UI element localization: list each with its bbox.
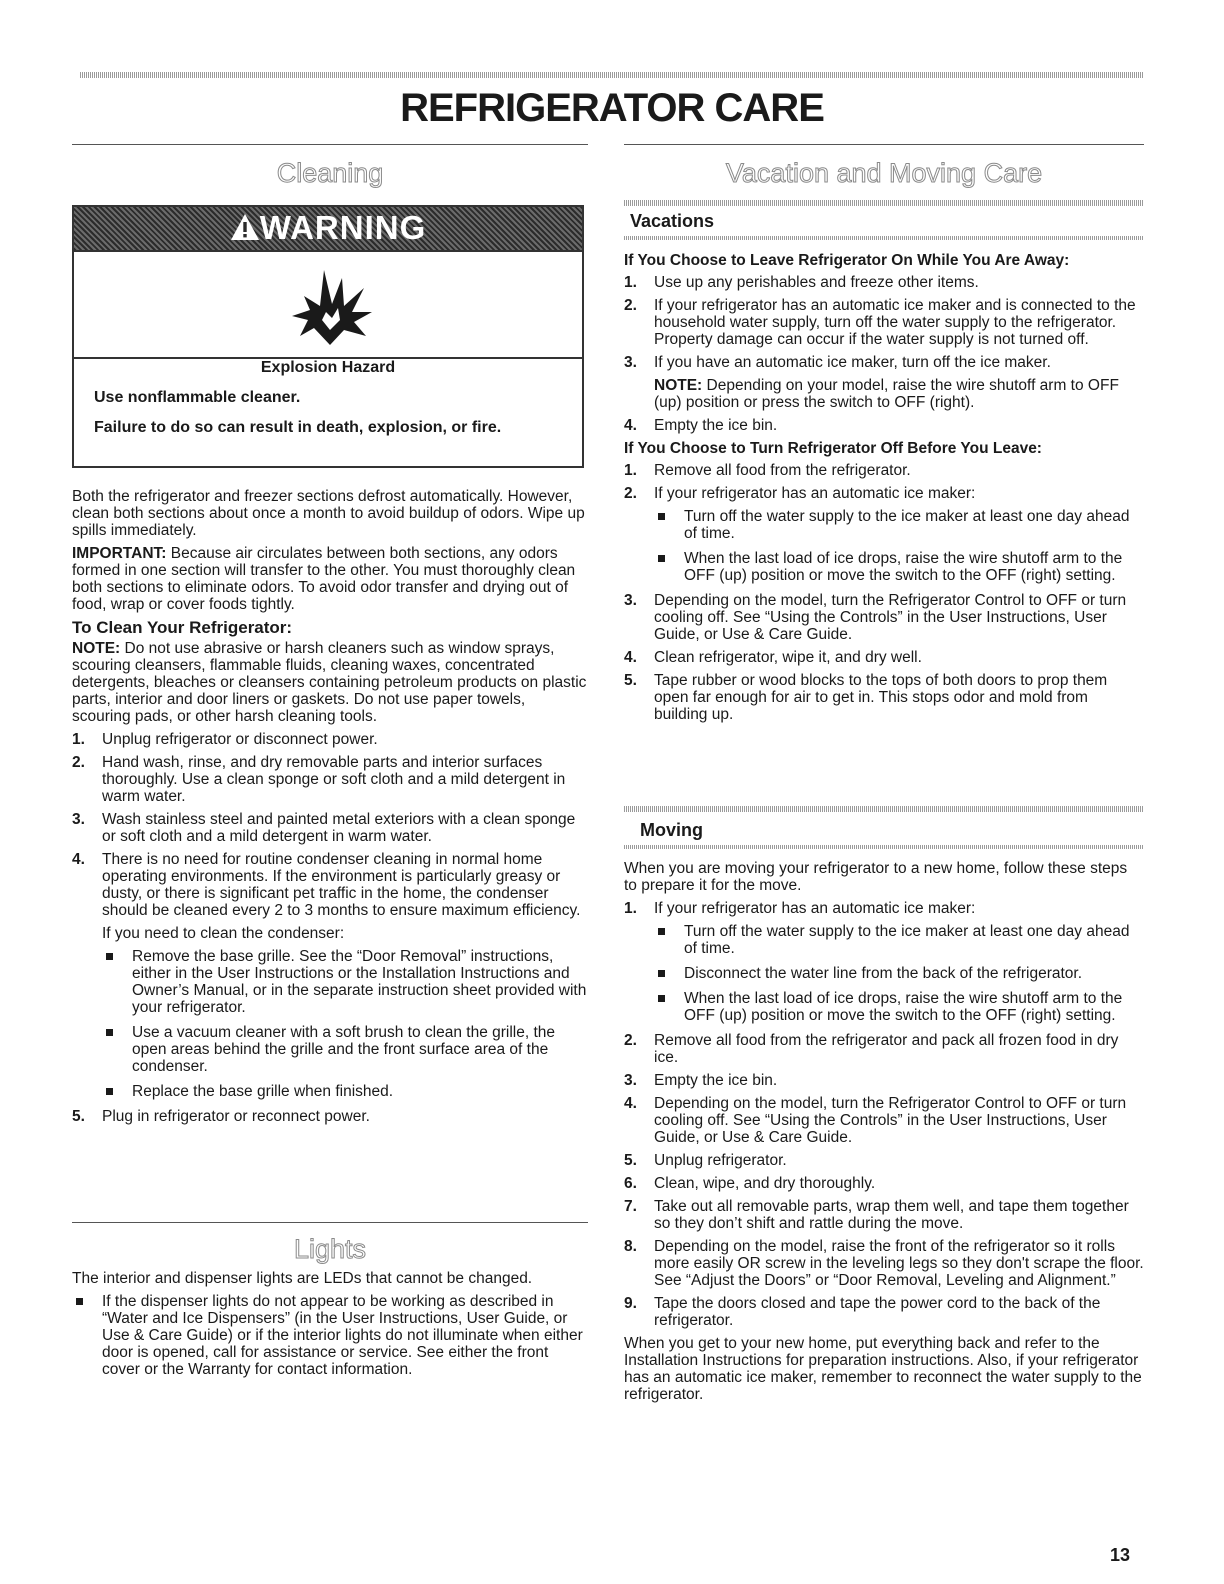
warning-line2: Failure to do so can result in death, explosion, or fire. bbox=[94, 419, 502, 436]
list-item: Use a vacuum cleaner with a soft brush to clean the grille, the open areas behind the grille and the front surface area of the condenser. bbox=[102, 1024, 588, 1075]
list-item: 4. Clean refrigerator, wipe it, and dry well. bbox=[624, 649, 922, 666]
list-item: 3. Depending on the model, turn the Refrigerator Control to OFF or turn cooling off. See “Using the Controls” in the User Instructions, User Guide, or Use & Care Guide. bbox=[624, 592, 1127, 643]
vacations-bottom-band bbox=[624, 236, 1144, 240]
moving-bottom-band bbox=[624, 845, 1144, 849]
moving-closing: When you get to your new home, put everything back and refer to the Installation Instructions for preparation instructions. Also, if your refrigerator has an automatic ice maker, remember to reconnect the water supply to the refrigerator. bbox=[624, 1335, 1142, 1403]
warning-banner bbox=[74, 207, 582, 252]
page-number: 13 bbox=[1110, 1545, 1131, 1565]
top-decorative-band bbox=[80, 72, 1144, 78]
vacations-top-band bbox=[624, 200, 1144, 206]
moving-top-band bbox=[624, 806, 1144, 812]
to-clean-heading: To Clean Your Refrigerator: bbox=[72, 618, 293, 637]
cleaning-intro: Both the refrigerator and freezer sections defrost automatically. However, clean both sections about once a month to avoid buildup of odors. Wipe up spills immediately. bbox=[72, 488, 585, 539]
moving-steps bbox=[624, 900, 1144, 1329]
warning-triangle-icon bbox=[230, 213, 260, 241]
list-item: 3. Empty the ice bin. bbox=[624, 1072, 778, 1089]
lights-body bbox=[72, 1270, 588, 1386]
warning-pictogram-area bbox=[74, 250, 582, 359]
cleaning-steps bbox=[72, 731, 588, 1125]
list-item: 1. Remove all food from the refrigerator. bbox=[624, 462, 911, 479]
list-item: Remove the base grille. See the “Door Removal” instructions, either in the User Instructions or the Installation Instructions and Owner’s Manual, or in the separate instruction sheet provided with your refrigerator. bbox=[102, 948, 588, 1016]
list-item: Turn off the water supply to the ice maker at least one day ahead of time. bbox=[654, 923, 1144, 957]
page-title: REFRIGERATOR CARE bbox=[400, 86, 824, 130]
right-divider bbox=[624, 144, 1144, 145]
list-item: 5. Tape rubber or wood blocks to the tops of both doors to prop them open far enough for air to get in. This stops odor and mold from building up. bbox=[624, 672, 1108, 723]
list-item: 7. Take out all removable parts, wrap them well, and tape them together so they don’t shift and rattle during the move. bbox=[624, 1198, 1129, 1232]
warning-box bbox=[72, 205, 584, 468]
list-item: Turn off the water supply to the ice maker at least one day ahead of time. bbox=[654, 508, 1144, 542]
list-item: 5. Unplug refrigerator. bbox=[624, 1152, 787, 1169]
condenser-intro: If you need to clean the condenser: bbox=[102, 925, 345, 942]
turn-off-steps bbox=[624, 462, 1144, 723]
list-item: 4. Depending on the model, turn the Refrigerator Control to OFF or turn cooling off. See “Using the Controls” in the User Instructions, User Guide, or Use & Care Guide. bbox=[624, 1095, 1127, 1146]
warning-hazard: Explosion Hazard bbox=[260, 359, 396, 376]
note-paragraph bbox=[72, 640, 588, 725]
lights-intro: The interior and dispenser lights are LEDs that cannot be changed. bbox=[72, 1270, 533, 1287]
vacations-heading: Vacations bbox=[630, 211, 715, 231]
leave-on-steps bbox=[624, 274, 1144, 434]
lights-divider bbox=[72, 1222, 588, 1223]
list-item: 4. Empty the ice bin. bbox=[624, 417, 778, 434]
leave-on-note: NOTE: Depending on your model, raise the wire shutoff arm to OFF (up) position or press the switch to OFF (right). bbox=[654, 377, 1119, 411]
warning-banner-text: WARNING bbox=[74, 209, 582, 247]
list-item: 8. Depending on the model, raise the front of the refrigerator so it rolls more easily OR screw in the leveling legs so they don't scrape the floor. See “Adjust the Doors” or “Door Removal, Leveling and Alignment.” bbox=[624, 1238, 1144, 1289]
list-item: If the dispenser lights do not appear to be working as described in “Water and Ice Dispensers” (in the User Instructions, User Guide, or Use & Care Guide) or if the interior lights do not illuminate when either door is opened, call for assistance or service. See either the front cover or the Warranty for contact information. bbox=[72, 1293, 588, 1378]
condenser-bullets bbox=[102, 948, 588, 1100]
cleaning-body bbox=[72, 488, 588, 1131]
list-item: Disconnect the water line from the back of the refrigerator. bbox=[654, 965, 1144, 982]
important-paragraph bbox=[72, 545, 588, 613]
list-item: 2. Hand wash, rinse, and dry removable parts and interior surfaces thoroughly. Use a clean sponge or soft cloth and a mild detergent in warm water. bbox=[72, 754, 566, 805]
important-text: Because air circulates between both sections, any odors formed in one section will transfer to the other. You must thoroughly clean both sections to eliminate odors. To avoid odor transfer and drying out of food, wrap or cover foods tightly. bbox=[72, 545, 576, 613]
list-item: 2. If your refrigerator has an automatic ice maker: Turn off the water supply to the ice maker at least one day ahead of time. When the last load of ice drops, raise the wire shutoff arm to the OFF (up) position or move the switch to the OFF (right) setting. bbox=[624, 485, 1144, 584]
list-item: 3. Wash stainless steel and painted metal exteriors with a clean sponge or soft cloth and a mild detergent in warm water. bbox=[72, 811, 576, 845]
list-item: 9. Tape the doors closed and tape the power cord to the back of the refrigerator. bbox=[624, 1295, 1101, 1329]
cleaning-heading: Cleaning bbox=[276, 158, 384, 188]
moving-body bbox=[624, 860, 1144, 1409]
list-item: 5. Plug in refrigerator or reconnect power. bbox=[72, 1108, 370, 1125]
important-label: IMPORTANT: bbox=[72, 545, 167, 562]
list-item: When the last load of ice drops, raise the wire shutoff arm to the OFF (up) position or move the switch to the OFF (right) setting. bbox=[654, 550, 1144, 584]
leave-on-heading: If You Choose to Leave Refrigerator On While You Are Away: bbox=[624, 252, 1070, 269]
list-item: 4. There is no need for routine condenser cleaning in normal home operating environments. If the environment is particularly greasy or dusty, or there is significant pet traffic in the home, the condenser should be cleaned every 2 to 3 months to ensure maximum efficiency. If you need to clean the condenser: Remove the base grille. See the “Door Removal” instructions, either in the User Instructions or the Installation Instructions and Owner’s Manual, or in the separate instruction sheet provided with your refrigerator. Use a vacuum cleaner with a soft brush to clean the grille, the open areas behind the grille and the front surface area of the condenser. Replace the base grille when finished. bbox=[72, 851, 587, 1100]
vacations-body bbox=[624, 252, 1144, 729]
note-text: Do not use abrasive or harsh cleaners such as window sprays, scouring cleansers, flammable fluids, cleaning waxes, concentrated detergents, bleaches or cleansers containing petroleum products on plastic parts, interior and door liners or gaskets. Do not use paper towels, scouring pads, or other harsh cleaning tools. bbox=[72, 640, 587, 725]
moving-heading: Moving bbox=[640, 820, 703, 840]
list-item: Replace the base grille when finished. bbox=[102, 1083, 588, 1100]
vacation-moving-heading: Vacation and Moving Care bbox=[725, 158, 1043, 188]
lights-heading: Lights bbox=[293, 1234, 367, 1264]
list-item: 3. If you have an automatic ice maker, turn off the ice maker. NOTE: Depending on your model, raise the wire shutoff arm to OFF (up) position or press the switch to OFF (right). bbox=[624, 354, 1144, 411]
moving-intro: When you are moving your refrigerator to a new home, follow these steps to prepare it for the move. bbox=[624, 860, 1128, 894]
list-item: 1. If your refrigerator has an automatic ice maker: Turn off the water supply to the ice maker at least one day ahead of time. Disconnect the water line from the back of the refrigerator. When the last load of ice drops, raise the wire shutoff arm to the OFF (up) position or move the switch to the OFF (right) setting. bbox=[624, 900, 1144, 1024]
warning-line1: Use nonflammable cleaner. bbox=[94, 389, 301, 406]
list-item: 6. Clean, wipe, and dry thoroughly. bbox=[624, 1175, 876, 1192]
list-item: 2. Remove all food from the refrigerator and pack all frozen food in dry ice. bbox=[624, 1032, 1119, 1066]
list-item: 1. Use up any perishables and freeze other items. bbox=[624, 274, 979, 291]
explosion-icon bbox=[74, 250, 586, 355]
list-item: 2. If your refrigerator has an automatic ice maker and is connected to the household water supply, turn off the water supply to the refrigerator. Property damage can occur if the water supply is not turned off. bbox=[624, 297, 1136, 348]
list-item: When the last load of ice drops, raise the wire shutoff arm to the OFF (up) position or move the switch to the OFF (right) setting. bbox=[654, 990, 1144, 1024]
moving-bullets bbox=[654, 923, 1144, 1024]
turn-off-heading: If You Choose to Turn Refrigerator Off Before You Leave: bbox=[624, 440, 1042, 457]
list-item: 1. Unplug refrigerator or disconnect power. bbox=[72, 731, 378, 748]
lights-bullets bbox=[72, 1293, 588, 1378]
warning-body bbox=[74, 359, 582, 437]
left-divider bbox=[72, 144, 588, 145]
turn-off-bullets bbox=[654, 508, 1144, 584]
note-label: NOTE: bbox=[72, 640, 121, 657]
